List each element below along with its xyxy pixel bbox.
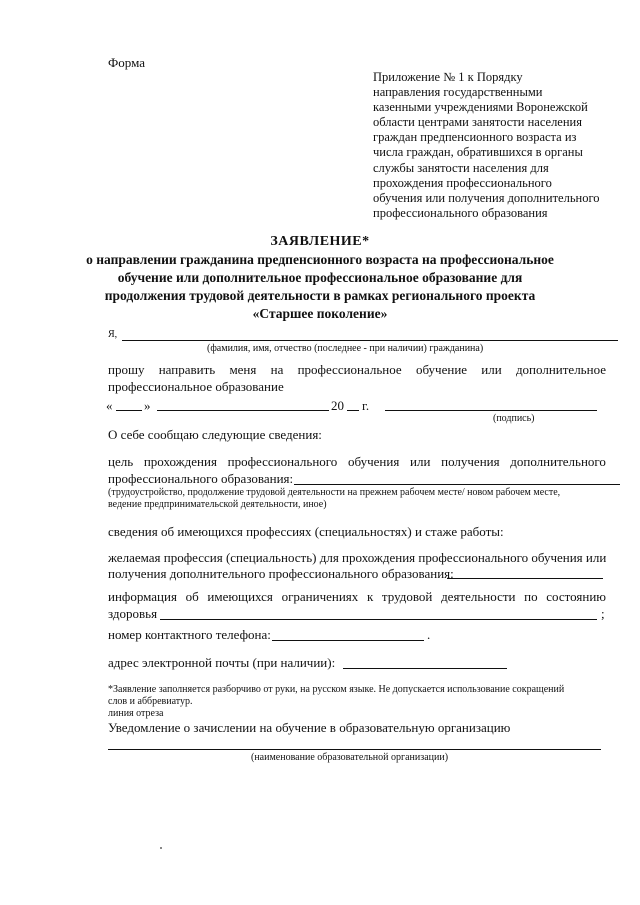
professions-label: сведения об имеющихся профессиях (специальностях) и стаже работы: <box>108 524 504 539</box>
health-line-2: здоровья <box>108 606 158 621</box>
word: прошу <box>108 362 145 377</box>
word: об <box>185 589 199 604</box>
goal-line-2: профессионального образования: <box>108 471 294 486</box>
date-day-field[interactable] <box>116 410 142 411</box>
appendix-line: прохождения профессионального <box>373 175 552 190</box>
word: трудовой <box>381 589 433 604</box>
desired-line-2: получения дополнительного профессионального образования: <box>108 566 454 581</box>
appendix-line: казенными учреждениями Воронежской <box>373 100 588 115</box>
footnote-line-2: слов и аббревиатур. <box>108 696 193 707</box>
word: направить <box>158 362 216 377</box>
word: обучение <box>415 362 468 377</box>
request-line-1 <box>108 362 606 378</box>
footnote-line-1: *Заявление заполняется разборчиво от руки, на русском языке. Не допускается использование сокращений <box>108 684 565 695</box>
health-semicolon: ; <box>601 606 605 621</box>
appendix-block <box>373 70 618 221</box>
notice-text: Уведомление о зачислении на обучение в образовательную организацию <box>108 720 511 735</box>
word: или <box>410 454 431 469</box>
date-year-field[interactable] <box>347 410 359 411</box>
date-open-quote: « <box>106 398 113 413</box>
word: имеющихся <box>207 589 273 604</box>
applicant-prefix: Я, <box>108 329 118 340</box>
desired-line-1: желаемая профессия (специальность) для прохождения профессионального обучения или <box>108 550 607 565</box>
cut-line-label: линия отреза <box>108 708 164 719</box>
appendix-line: граждан предпенсионного возраста из <box>373 130 577 145</box>
appendix-line: обучения или получения дополнительного <box>373 190 600 205</box>
goal-hint-1: (трудоустройство, продолжение трудовой деятельности на прежнем рабочем месте/ новом рабочем месте, <box>108 487 561 498</box>
word: или <box>481 362 502 377</box>
applicant-name-field[interactable] <box>122 340 618 341</box>
document-title: ЗАЯВЛЕНИЕ* <box>270 234 370 249</box>
appendix-line: Приложение № 1 к Порядку <box>373 70 523 84</box>
word: на <box>270 362 284 377</box>
title-line: «Старшее поколение» <box>252 306 388 321</box>
phone-label: номер контактного телефона: <box>108 627 271 642</box>
appendix-line: службы занятости населения для <box>373 160 549 175</box>
word: дополнительное <box>515 362 606 377</box>
word: прохождения <box>143 454 217 469</box>
word: дополнительного <box>510 454 606 469</box>
date-year-prefix: 20 <box>331 398 344 413</box>
health-line-1 <box>108 589 606 605</box>
about-heading: О себе сообщаю следующие сведения: <box>108 427 322 442</box>
appendix-line: области центрами занятости населения <box>373 115 582 130</box>
date-year-suffix: г. <box>362 398 370 413</box>
word: информация <box>108 589 177 604</box>
date-close-quote: » <box>144 398 151 413</box>
form-label: Форма <box>108 55 145 70</box>
institution-hint: (наименование образовательной организации) <box>251 752 449 763</box>
signature-field[interactable] <box>385 410 597 411</box>
applicant-hint: (фамилия, имя, отчество (последнее - при наличии) гражданина) <box>207 343 484 354</box>
phone-field[interactable] <box>272 640 424 641</box>
date-month-field[interactable] <box>157 410 329 411</box>
request-line-2: профессиональное образование <box>108 379 284 394</box>
email-field[interactable] <box>343 668 507 669</box>
appendix-line: профессионального образования <box>373 205 548 220</box>
word: деятельности <box>441 589 516 604</box>
health-field[interactable] <box>160 619 597 620</box>
word: профессиональное <box>297 362 402 377</box>
desired-field[interactable] <box>447 578 603 579</box>
institution-field[interactable] <box>108 749 601 750</box>
word: состоянию <box>546 589 606 604</box>
word: профессионального <box>227 454 338 469</box>
title-line: о направлении гражданина предпенсионного возраста на профессиональное <box>86 252 554 267</box>
word: обучения <box>348 454 400 469</box>
goal-hint-2: ведение предпринимательской деятельности, иное) <box>108 499 327 510</box>
phone-dot: . <box>427 627 431 642</box>
signature-hint: (подпись) <box>493 413 535 424</box>
word: цель <box>108 454 134 469</box>
goal-field[interactable] <box>294 484 620 485</box>
appendix-line: числа граждан, обратившихся в органы <box>373 145 583 160</box>
goal-line-1 <box>108 454 606 470</box>
word: к <box>366 589 374 604</box>
title-line: обучение или дополнительное профессиональное образование для <box>117 270 523 285</box>
email-label: адрес электронной почты (при наличии): <box>108 655 336 670</box>
word: ограничениях <box>281 589 359 604</box>
word: получения <box>441 454 500 469</box>
title-line: продолжения трудовой деятельности в рамках регионального проекта <box>104 288 536 303</box>
appendix-line: направления государственными <box>373 85 543 100</box>
scan-speck <box>160 847 162 849</box>
word: по <box>524 589 538 604</box>
word: меня <box>229 362 257 377</box>
